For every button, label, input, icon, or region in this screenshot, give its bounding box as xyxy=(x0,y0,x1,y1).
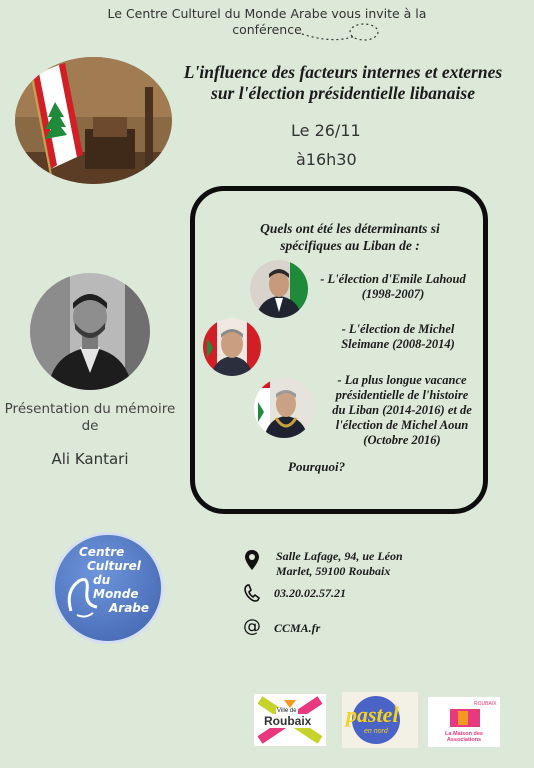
item-lahoud xyxy=(318,272,468,302)
phone-icon xyxy=(243,583,261,603)
maison-associations-logo xyxy=(428,697,500,747)
lahoud-portrait xyxy=(250,260,308,318)
maison-logo-top: ROUBAIX xyxy=(474,701,497,707)
pastel-logo xyxy=(342,692,418,748)
maison-logo-text: La Maison des Associations xyxy=(445,731,483,743)
presentation-line-2: de xyxy=(81,418,99,434)
title-line-2: sur l'élection présidentielle libanaise xyxy=(211,83,475,103)
ccma-logo-line-4: Arabe xyxy=(109,601,150,615)
item-sleimane-line-2: Sleimane (2008-2014) xyxy=(341,337,455,351)
item-lahoud-line-2: (1998-2007) xyxy=(361,287,425,301)
aoun-portrait xyxy=(254,378,314,438)
pastel-logo-text: pastel xyxy=(346,702,399,727)
invitation-text xyxy=(0,6,534,38)
questions-heading-line-1: Quels ont été les déterminants si xyxy=(260,221,440,236)
title-line-1: L'influence des facteurs internes et externes xyxy=(183,62,503,82)
address-line-1: Salle Lafage, 94, ue Léon xyxy=(276,549,403,563)
item-aoun-line-2: présidentielle de l'histoire xyxy=(335,388,469,402)
address-line-2: Marlet, 59100 Roubaix xyxy=(276,564,391,578)
roubaix-logo-small: Ville de xyxy=(277,708,297,714)
speaker-name: Ali Kantari xyxy=(51,450,129,468)
item-aoun-line-5: (Octobre 2016) xyxy=(363,433,441,447)
questions-heading-line-2: spécifiques au Liban de : xyxy=(280,238,420,253)
item-sleimane xyxy=(318,322,478,352)
roubaix-logo-text: Roubaix xyxy=(264,714,312,728)
ccma-logo-line-3: du Monde xyxy=(93,573,139,601)
speaker-photo xyxy=(30,273,150,390)
location-pin-icon xyxy=(244,549,260,571)
at-sign-icon: @ xyxy=(243,616,261,637)
pastel-logo-small: en nord xyxy=(364,728,388,735)
event-time: à16h30 xyxy=(296,150,357,169)
item-aoun-line-3: du Liban (2014-2016) et de xyxy=(332,403,472,417)
ccma-logo-line-1: Centre xyxy=(79,545,125,559)
item-lahoud-line-1: - L'élection d'Emile Lahoud xyxy=(320,272,466,286)
roubaix-logo xyxy=(254,694,326,746)
question-why: Pourquoi? xyxy=(288,459,346,474)
sleimane-portrait xyxy=(203,318,261,376)
website: CCMA.fr xyxy=(274,621,321,635)
questions-heading xyxy=(232,220,468,254)
item-aoun xyxy=(322,373,482,448)
phone-number: 03.20.02.57.21 xyxy=(274,586,346,600)
invitation-line-1: Le Centre Culturel du Monde Arabe vous invite à la xyxy=(107,6,427,21)
presentation-line-1: Présentation du mémoire xyxy=(4,401,176,417)
lebanon-flag-photo xyxy=(15,57,172,184)
address xyxy=(276,549,403,579)
item-aoun-line-1: - La plus longue vacance xyxy=(337,373,467,387)
ccma-logo-line-2: Culturel xyxy=(87,559,141,573)
presentation-label xyxy=(0,401,180,435)
ccma-logo xyxy=(52,532,164,644)
dotted-swoosh xyxy=(300,18,380,48)
conference-title xyxy=(168,62,518,104)
invitation-line-2: conférence xyxy=(232,22,302,37)
item-aoun-line-4: l'élection de Michel Aoun xyxy=(335,418,469,432)
item-sleimane-line-1: - L'élection de Michel xyxy=(341,322,455,336)
event-date: Le 26/11 xyxy=(291,121,361,140)
